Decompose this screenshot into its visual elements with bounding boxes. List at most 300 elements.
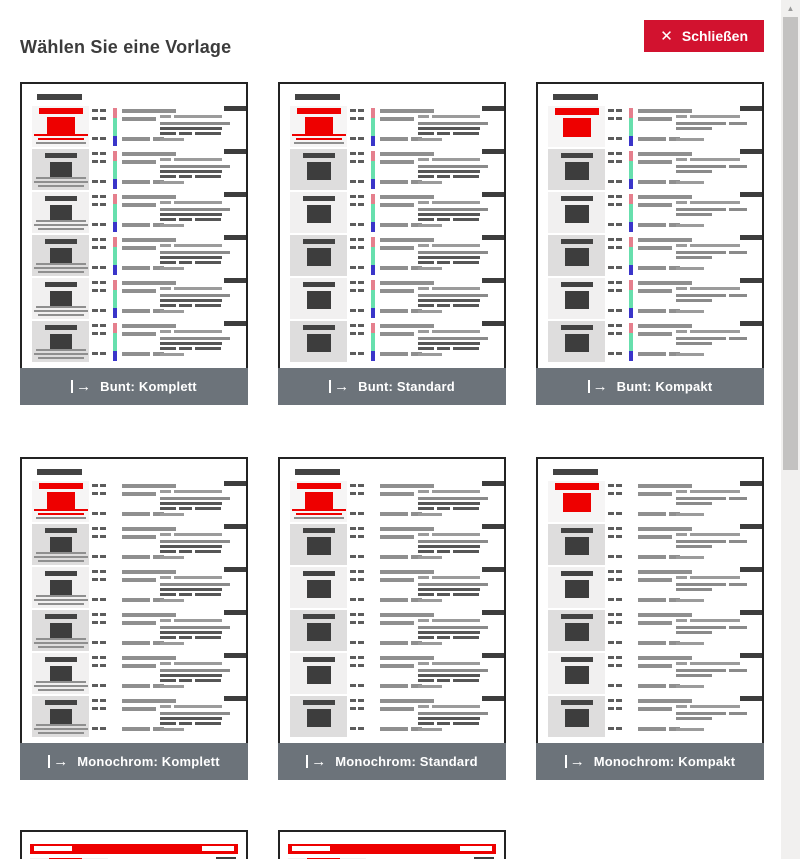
placeholder-bar [418, 497, 488, 500]
placeholder-bar [38, 271, 84, 273]
dash [100, 180, 106, 183]
placeholder-bar [160, 337, 230, 340]
placeholder-bar [34, 353, 88, 355]
preview-title-bar [45, 282, 77, 287]
placeholder-bar [160, 287, 171, 290]
preview-right-lines [418, 567, 504, 608]
preview-meta-dashes [92, 324, 107, 360]
placeholder-bar [432, 705, 480, 708]
dash [616, 641, 622, 644]
dash [92, 512, 98, 515]
dash-pair [350, 203, 364, 206]
preview-image [50, 334, 72, 349]
placeholder-bar [418, 669, 488, 672]
placeholder-bar [676, 599, 704, 602]
preview-page-number-bar [740, 524, 762, 529]
template-card-bunt-kompakt[interactable] [536, 82, 764, 405]
color-bar-segment-green [113, 290, 117, 308]
color-bar-segment-blue [113, 136, 117, 146]
dash [100, 641, 106, 644]
dash [350, 152, 356, 155]
dash [92, 324, 98, 327]
placeholder-bar [36, 595, 86, 597]
preview-meta-dashes [608, 699, 623, 735]
dash [616, 484, 622, 487]
placeholder-bar [296, 513, 342, 515]
preview-row [30, 149, 238, 190]
dash-pair [608, 223, 622, 226]
preview-right-lines [160, 192, 246, 233]
placeholder-bar [380, 535, 414, 539]
dash-pair [92, 699, 106, 702]
color-bar-segment-green [629, 118, 633, 136]
preview-row [288, 321, 496, 362]
dash-pair [608, 281, 622, 284]
preview-right-lines [676, 321, 762, 362]
preview-title-bar [303, 614, 335, 619]
template-card-monochrom-standard[interactable] [278, 457, 506, 780]
preview-title-bar [303, 282, 335, 287]
placeholder-bar [160, 502, 222, 505]
dash [350, 137, 356, 140]
color-bar-segment-blue [371, 265, 375, 275]
placeholder-bar [676, 685, 704, 688]
color-bar-segment-pink [113, 151, 117, 161]
dash [100, 195, 106, 198]
color-bar-segment-pink [113, 194, 117, 204]
dash [92, 332, 98, 335]
dash [350, 223, 356, 226]
placeholder-bar [34, 642, 88, 644]
apply-arrow-glyph: → [569, 753, 585, 770]
dash-pair [350, 180, 364, 183]
placeholder-bar [36, 724, 86, 726]
dash [608, 656, 614, 659]
dash [608, 309, 614, 312]
color-bar-segment-green [113, 333, 117, 351]
placeholder-bar [638, 727, 666, 731]
dash [358, 707, 364, 710]
preview-page-number-bar [740, 481, 762, 486]
placeholder-bar [690, 705, 740, 708]
color-bar-segment-blue [113, 308, 117, 318]
dash [616, 656, 622, 659]
preview-image [50, 666, 72, 681]
dash [350, 324, 356, 327]
placeholder-bar [729, 669, 747, 672]
preview-page-number-bar [740, 653, 762, 658]
template-card-bunt-komplett[interactable] [20, 82, 248, 405]
dash [608, 109, 614, 112]
dash-pair [608, 512, 622, 515]
placeholder-bar [432, 619, 480, 622]
dash-pair [350, 266, 364, 269]
placeholder-bar [418, 728, 442, 731]
placeholder-bar [638, 246, 672, 250]
dash [608, 707, 614, 710]
dash-pair [350, 309, 364, 312]
preview-caption-lines [32, 134, 89, 144]
preview-image-box [548, 567, 605, 608]
placeholder-bar [432, 287, 480, 290]
preview-page-number-bar [482, 278, 504, 283]
header-inset-right [202, 846, 234, 851]
dash [92, 246, 98, 249]
scroll-up-button[interactable] [781, 0, 800, 17]
color-bar-segment-pink [629, 151, 633, 161]
placeholder-bar [729, 251, 747, 254]
color-bar-segment-green [371, 118, 375, 136]
preview-image-box [290, 278, 347, 319]
preview-caption-lines [290, 134, 347, 144]
preview-title-bar [45, 239, 77, 244]
preview-title-bar [561, 196, 593, 201]
preview-image [50, 205, 72, 220]
placeholder-bar [418, 631, 480, 634]
placeholder-bar [437, 550, 450, 553]
placeholder-bar [676, 310, 704, 313]
placeholder-bar [195, 304, 221, 307]
placeholder-bar [34, 599, 88, 601]
dash [92, 180, 98, 183]
dash-pair [608, 570, 622, 573]
preview-title-bar [39, 483, 83, 489]
preview-image [565, 162, 589, 180]
dash [616, 555, 622, 558]
dash [358, 527, 364, 530]
apply-arrow-icon [71, 379, 91, 394]
dash [350, 195, 356, 198]
preview-image [47, 117, 75, 134]
preview-right-lines [676, 696, 762, 737]
placeholder-bar [676, 201, 687, 204]
dash [100, 109, 106, 112]
dash-pair [608, 203, 622, 206]
template-card-monochrom-kompakt[interactable] [536, 457, 764, 780]
dash [350, 246, 356, 249]
dash-pair [350, 664, 364, 667]
placeholder-bar [432, 576, 480, 579]
placeholder-bar [676, 138, 704, 141]
preview-right-lines [418, 321, 504, 362]
dash [616, 137, 622, 140]
preview-image [47, 492, 75, 509]
placeholder-bar [179, 261, 192, 264]
color-bar-segment-green [371, 290, 375, 308]
placeholder-bar [729, 712, 747, 715]
color-bar-segment-green [113, 118, 117, 136]
dash [608, 535, 614, 538]
color-bar-segment-pink [629, 280, 633, 290]
placeholder-bar [676, 337, 726, 340]
dash [358, 578, 364, 581]
preview-meta-dashes [92, 570, 107, 606]
dash-pair [608, 152, 622, 155]
preview-row [546, 481, 754, 522]
dash-pair [608, 578, 622, 581]
preview-page-number-bar [482, 149, 504, 154]
preview-right-lines [418, 106, 504, 147]
preview-page-number-bar [482, 321, 504, 326]
placeholder-bar [160, 490, 171, 493]
placeholder-bar [690, 533, 740, 536]
dash [100, 332, 106, 335]
dash [358, 492, 364, 495]
dash-pair [608, 117, 622, 120]
template-card-footer [20, 743, 248, 780]
placeholder-bar [676, 669, 726, 672]
color-bar-segment-blue [629, 179, 633, 189]
preview-row [30, 321, 238, 362]
placeholder-bar [179, 304, 192, 307]
placeholder-bar [36, 142, 86, 144]
dash-pair [350, 246, 364, 249]
dash [616, 492, 622, 495]
preview-meta-dashes [92, 281, 107, 317]
preview-row [30, 524, 238, 565]
preview-row [30, 610, 238, 651]
placeholder-bar [432, 490, 480, 493]
preview-row [30, 235, 238, 276]
placeholder-bar [160, 626, 230, 629]
preview-right-lines [160, 321, 246, 362]
dash [100, 484, 106, 487]
color-bar-segment-pink [371, 280, 375, 290]
apply-arrow-bar [565, 755, 567, 768]
placeholder-bar [195, 679, 221, 682]
preview-row [546, 696, 754, 737]
preview-image-box [548, 610, 605, 651]
placeholder-bar [418, 599, 442, 602]
preview-row [30, 481, 238, 522]
dash-pair [350, 613, 364, 616]
placeholder-bar [160, 550, 176, 553]
preview-page-number-bar [740, 696, 762, 701]
placeholder-bar [676, 330, 687, 333]
dash [358, 152, 364, 155]
placeholder-bar [638, 684, 666, 688]
placeholder-bar [690, 287, 740, 290]
dash [608, 203, 614, 206]
template-card-bunt-standard[interactable] [278, 82, 506, 405]
dash-pair [350, 641, 364, 644]
dash [616, 598, 622, 601]
dash-pair [608, 332, 622, 335]
dash [92, 160, 98, 163]
placeholder-bar [160, 556, 184, 559]
dash [92, 117, 98, 120]
dash-pair [92, 527, 106, 530]
preview-image [50, 580, 72, 595]
preview-row [30, 567, 238, 608]
dash [358, 180, 364, 183]
placeholder-bar [122, 289, 156, 293]
placeholder-bar [160, 224, 184, 227]
placeholder-bar [418, 545, 480, 548]
placeholder-bar [418, 261, 434, 264]
dash [608, 281, 614, 284]
placeholder-bar [160, 244, 171, 247]
dash [92, 535, 98, 538]
preview-title-bar [303, 325, 335, 330]
placeholder-bar [122, 578, 156, 582]
dash [350, 699, 356, 702]
preview-row [288, 696, 496, 737]
template-card-partial-2[interactable] [278, 830, 506, 859]
placeholder-bar [638, 266, 666, 270]
dash [100, 512, 106, 515]
header-inset-left [34, 846, 72, 851]
dash-pair [92, 578, 106, 581]
placeholder-bar [638, 555, 666, 559]
color-bar-segment-blue [371, 308, 375, 318]
preview-image-box [290, 524, 347, 565]
color-bar-segment-green [113, 204, 117, 222]
dash-pair [608, 598, 622, 601]
dash [92, 598, 98, 601]
placeholder-bar [453, 722, 479, 725]
dash-pair [350, 699, 364, 702]
placeholder-bar [195, 175, 221, 178]
preview-right-lines [676, 610, 762, 651]
scrollbar-thumb[interactable] [783, 17, 798, 470]
preview-row [546, 235, 754, 276]
dash [358, 160, 364, 163]
template-preview [538, 459, 762, 741]
dash-pair [350, 137, 364, 140]
placeholder-bar [418, 712, 488, 715]
preview-image-box [290, 696, 347, 737]
placeholder-bar [174, 619, 222, 622]
preview-page-number-bar [740, 235, 762, 240]
dash [608, 555, 614, 558]
preview-caption-lines [32, 638, 89, 648]
placeholder-bar [160, 218, 176, 221]
placeholder-bar [122, 266, 150, 270]
placeholder-bar [676, 287, 687, 290]
placeholder-bar [676, 342, 712, 345]
preview-right-lines [418, 192, 504, 233]
dash [350, 281, 356, 284]
placeholder-bar [453, 347, 479, 350]
preview-title-bar [45, 196, 77, 201]
dash-pair [92, 152, 106, 155]
preview-caption-lines [32, 509, 89, 519]
dash-pair [608, 492, 622, 495]
preview-image [565, 205, 589, 223]
placeholder-bar [174, 662, 222, 665]
placeholder-bar [160, 679, 176, 682]
dash [350, 512, 356, 515]
dash-pair [608, 664, 622, 667]
template-preview [280, 459, 504, 741]
preview-page-number-bar [482, 106, 504, 111]
preview-image-box [290, 481, 347, 522]
dash-pair [92, 137, 106, 140]
close-button[interactable] [644, 20, 764, 52]
dash-pair [608, 727, 622, 730]
preview-page-number-bar [740, 610, 762, 615]
placeholder-bar [34, 134, 88, 136]
dash [616, 621, 622, 624]
preview-row [288, 106, 496, 147]
placeholder-bar [36, 638, 86, 640]
dash-pair [608, 266, 622, 269]
dash [92, 555, 98, 558]
placeholder-bar [676, 353, 704, 356]
dash [358, 324, 364, 327]
dash-pair [350, 707, 364, 710]
placeholder-bar [418, 304, 434, 307]
preview-page-number-bar [224, 696, 246, 701]
dash [100, 137, 106, 140]
placeholder-bar [638, 535, 672, 539]
placeholder-bar [676, 626, 726, 629]
dash [92, 699, 98, 702]
placeholder-bar [380, 180, 408, 184]
placeholder-bar [690, 330, 740, 333]
placeholder-bar [195, 261, 221, 264]
placeholder-bar [432, 330, 480, 333]
preview-image-box [32, 653, 89, 694]
template-card-monochrom-komplett[interactable] [20, 457, 248, 780]
dash [358, 137, 364, 140]
placeholder-bar [690, 576, 740, 579]
dash-pair [92, 117, 106, 120]
preview-title-bar [303, 700, 335, 705]
dash [350, 707, 356, 710]
dash [92, 656, 98, 659]
color-bar-segment-pink [113, 237, 117, 247]
dash [358, 570, 364, 573]
color-bar-segment-pink [371, 108, 375, 118]
dash-pair [350, 109, 364, 112]
dash-pair [350, 324, 364, 327]
placeholder-bar [294, 142, 344, 144]
preview-row [546, 610, 754, 651]
preview-row [546, 106, 754, 147]
placeholder-bar [676, 540, 726, 543]
dash [100, 266, 106, 269]
category-color-bar [629, 323, 633, 361]
placeholder-bar [418, 201, 429, 204]
template-card-partial-1[interactable] [20, 830, 248, 859]
placeholder-bar [38, 689, 84, 691]
dash-pair [608, 641, 622, 644]
preview-caption-lines [32, 220, 89, 230]
dash [616, 160, 622, 163]
preview-row [30, 696, 238, 737]
dash [358, 195, 364, 198]
dash-pair [350, 160, 364, 163]
preview-row [546, 567, 754, 608]
placeholder-bar [122, 352, 150, 356]
placeholder-bar [638, 641, 666, 645]
placeholder-bar [690, 490, 740, 493]
category-color-bar [371, 194, 375, 232]
placeholder-bar [676, 490, 687, 493]
dash [616, 707, 622, 710]
scrollbar-track[interactable] [781, 0, 800, 859]
template-card-footer [536, 743, 764, 780]
preview-caption-lines [32, 306, 89, 316]
preview-image [50, 709, 72, 724]
header-inset-right [460, 846, 492, 851]
dash [616, 238, 622, 241]
preview-page-number-bar [224, 610, 246, 615]
dash [608, 195, 614, 198]
dash [100, 152, 106, 155]
